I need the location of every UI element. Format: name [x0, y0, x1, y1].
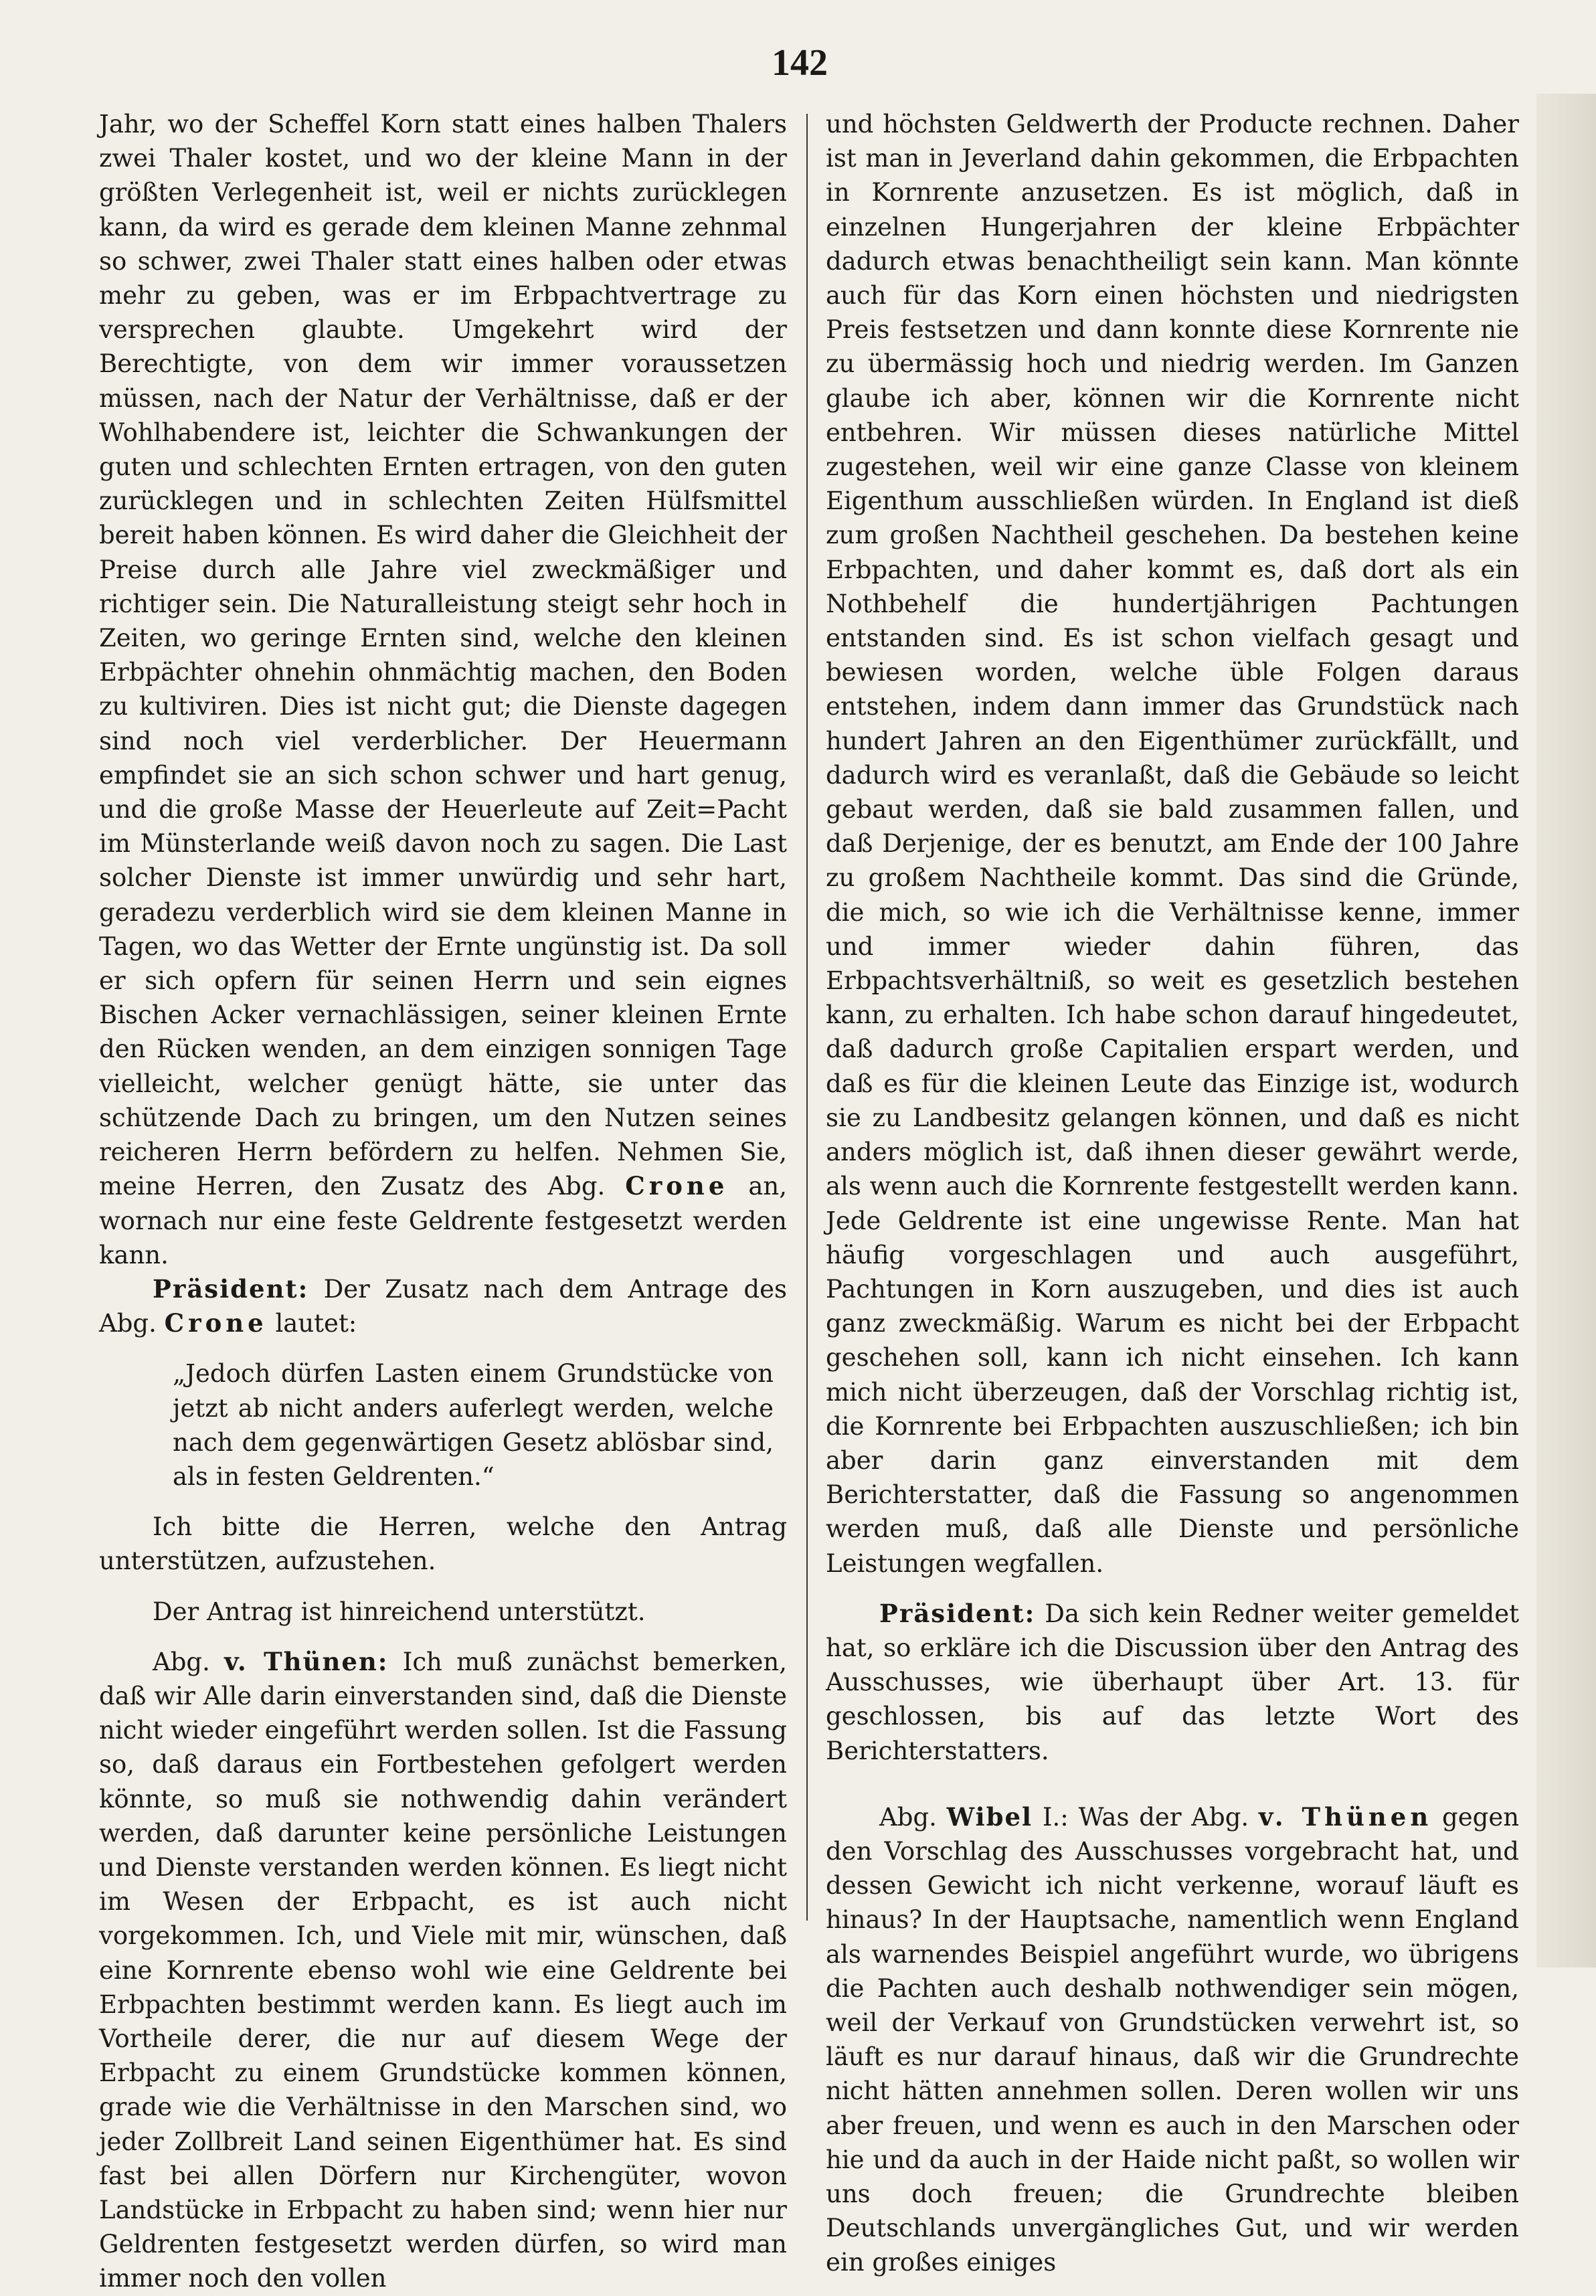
right-column: [826, 107, 1519, 2280]
president-statement-end: lautet:: [275, 1309, 357, 1338]
abg-prefix: Abg.: [879, 1802, 937, 1832]
left-paragraph-1-end: an, wornach nur eine feste Geldrente festgesetzt werden kann.: [99, 1172, 788, 1269]
speaker-label: Präsident:: [153, 1273, 309, 1304]
spacer: [99, 1494, 787, 1510]
speaker-suffix: I.:: [1042, 1802, 1069, 1832]
page-edge-bleed: [1536, 94, 1596, 1967]
spacer: [826, 1784, 1519, 1800]
thuenen-speech-text: Ich muß zunächst bemerken, daß wir Alle darin einverstanden sind, daß die Dienste nicht wieder eingeführt werden sollen. Ist die Fassung so, daß daraus ein Fortbestehen gefolgert werden könnte, so muß sie nothwendig dahin verändert werden, daß darunter keine persönliche Leistungen und Dienste verstanden werden können. Es liegt nicht im Wesen der Erbpacht, es ist auch nicht vorgekommen. Ich, und Viele mit mir, wünschen, daß eine Kornrente ebenso wohl wie eine Geldrente bei Erbpachten bestimmt werden kann. Es liegt auch im Vortheile derer, die nur auf diesem Wege der Erbpacht zu einem Grundstücke kommen können, grade wie die Verhältnisse in den Marschen sind, wo jeder Zollbreit Land seinen Eigenthümer hat. Es sind fast bei allen Dörfern nur Kirchengüter, wovon Landstücke in Erbpacht zu haben sind; wenn hier nur Geldrenten festgesetzt werden dürfen, so wird man immer noch den vollen: [99, 1647, 788, 2293]
spacer: [99, 1629, 787, 1645]
left-paragraph-1: [99, 107, 787, 1272]
speaker-label: v. Thünen:: [224, 1646, 389, 1676]
deputy-name: Crone: [164, 1308, 268, 1338]
left-column: [99, 107, 787, 2296]
wibel-speech-text-b: gegen den Vorschlag des Ausschusses vorgebracht hat, und dessen Gewicht ich nicht verkenne, worauf läuft es hinaus? In der Hauptsache, namentlich wenn England als warnendes Beispiel angeführt wurde, wo übrigens die Pachten auch deshalb nothwendiger sein mögen, weil der Verkauf von Grundstücken verwehrt ist, so läuft es nur darauf hinaus, daß wir die Grundrechte nicht hätten annehmen sollen. Deren wollen wir uns aber freuen, und wenn es auch in den Marschen oder hie und da auch in der Haide nicht paßt, so wollen wir uns doch freuen; die Grundrechte bleiben Deutschlands unvergängliches Gut, und wir werden ein großes einiges: [826, 1802, 1520, 2277]
left-paragraph-3: Ich bitte die Herren, welche den Antrag unterstützen, aufzustehen.: [99, 1512, 787, 1576]
column-rule: [806, 114, 808, 1921]
thuenen-speech: [99, 1645, 787, 2296]
president-closing: [826, 1597, 1519, 1768]
deputy-name: Crone: [625, 1171, 729, 1201]
spacer: [99, 1579, 787, 1595]
spacer: [99, 1340, 787, 1356]
left-paragraph-4: Der Antrag ist hinreichend unterstützt.: [153, 1597, 646, 1626]
wibel-speech: [826, 1800, 1519, 2280]
speaker-label: Wibel: [946, 1801, 1033, 1832]
amendment-quote: „Jedoch dürfen Lasten einem Grundstücke von jetzt ab nicht anders auferlegt werden, welche nach dem gegenwärtigen Gesetz ablösbar sind, als in festen Geldrenten.“: [173, 1359, 774, 1491]
wibel-speech-text-a: Was der Abg.: [1078, 1802, 1249, 1832]
speaker-label: Präsident:: [879, 1598, 1036, 1628]
spacer: [826, 1768, 1519, 1784]
deputy-name: v. Thünen: [1258, 1801, 1433, 1832]
president-closing-text: Da sich kein Redner weiter gemeldet hat, so erkläre ich die Discussion über den Antrag des Ausschusses, wie überhaupt über Art. 13. für geschlossen, bis auf das letzte Wort des Berichterstatters.: [826, 1599, 1520, 1765]
spacer: [826, 1581, 1519, 1597]
right-paragraph-1: und höchsten Geldwerth der Producte rechnen. Daher ist man in Jeverland dahin gekommen, die Erbpachten in Kornrente anzusetzen. Es ist möglich, daß in einzelnen Hungerjahren der kleine Erbpächter dadurch etwas benachtheiligt sein kann. Man könnte auch für das Korn einen höchsten und niedrigsten Preis festsetzen und dann konnte diese Kornrente nie zu übermässig hoch und niedrig werden. Im Ganzen glaube ich aber, können wir die Kornrente nicht entbehren. Wir müssen dieses natürliche Mittel zugestehen, weil wir eine ganze Classe von kleinem Eigenthum ausschließen würden. In England ist dieß zum großen Nachtheil geschehen. Da bestehen keine Erbpachten, und daher kommt es, daß dort als ein Nothbehelf die hundertjährigen Pachtungen entstanden sind. Es ist schon vielfach gesagt und bewiesen worden, welche üble Folgen daraus entstehen, indem dann immer das Grundstück nach hundert Jahren an den Eigenthümer zurückfällt, und dadurch wird es veranlaßt, daß die Gebäude so leicht gebaut werden, daß sie bald zusammen fallen, und daß Derjenige, der es benutzt, am Ende der 100 Jahre zu großem Nachtheile kommt. Das sind die Gründe, die mich, so wie ich die Verhältnisse kenne, immer und immer wieder dahin führen, das Erbpachtsverhältniß, so weit es gesetzlich bestehen kann, zu erhalten. Ich habe schon darauf hingedeutet, daß dadurch große Capitalien erspart werden, und daß es für die kleinen Leute das Einzige ist, wodurch sie zu Landbesitz gelangen können, und daß es nicht anders möglich ist, daß ihnen dieser gewährt werde, als wenn auch die Kornrente festgestellt werden kann. Jede Geldrente ist eine ungewisse Rente. Man hat häufig vorgeschlagen und auch ausgeführt, Pachtungen in Korn auszugeben, und dies ist auch ganz zweckmäßig. Warum es nicht bei der Erbpacht geschehen soll, kann ich nicht einsehen. Ich kann mich nicht überzeugen, daß der Vorschlag richtig ist, die Kornrente bei Erbpachten auszuschließen; ich bin aber darin ganz einverstanden mit dem Berichterstatter, daß die Fassung so angenommen werden muß, daß alle Dienste und persönliche Leistungen wegfallen.: [826, 110, 1519, 1578]
abg-prefix: Abg.: [153, 1647, 210, 1676]
left-paragraph-1-text: Jahr, wo der Scheffel Korn statt eines halben Thalers zwei Thaler kostet, und wo der kleine Mann in der größten Verlegenheit ist, weil er nichts zurücklegen kann, da wird es gerade dem kleinen Manne zehnmal so schwer, zwei Thaler statt eines halben oder etwas mehr zu geben, was er im Erbpachtvertrage zu versprechen glaubte. Umgekehrt wird der Berechtigte, von dem wir immer voraussetzen müssen, nach der Natur der Verhältnisse, daß er der Wohlhabendere ist, leichter die Schwankungen der guten und schlechten Ernten ertragen, von den guten zurücklegen und in schlechten Zeiten Hülfsmittel bereit haben können. Es wird daher die Gleichheit der Preise durch alle Jahre viel zweckmäßiger und richtiger sein. Die Naturalleistung steigt sehr hoch in Zeiten, wo geringe Ernten sind, welche den kleinen Erbpächter ohnehin ohnmächtig machen, den Boden zu kultiviren. Dies ist nicht gut; die Dienste dagegen sind noch viel verderblicher. Der Heuermann empfindet sie an sich schon schwer und hart genug, und die große Masse der Heuerleute auf Zeit=Pacht im Münsterlande weiß davon noch zu sagen. Die Last solcher Dienste ist immer unwürdig und sehr hart, geradezu verderblich wird sie dem kleinen Manne in Tagen, wo das Wetter der Ernte ungünstig ist. Da soll er sich opfern für seinen Herrn und sein eignes Bischen Acker vernachlässigen, seiner kleinen Ernte den Rücken wenden, an dem einzigen sonnigen Tage vielleicht, welcher genügt hätte, sie unter das schützende Dach zu bringen, um den Nutzen seines reicheren Herrn befördern zu helfen. Nehmen Sie, meine Herren, den Zusatz des Abg.: [99, 110, 787, 1201]
president-statement: [99, 1272, 787, 1340]
page-number: 142: [772, 42, 828, 84]
president-statement-text: Der Zusatz nach dem Antrage des Abg.: [99, 1274, 787, 1338]
